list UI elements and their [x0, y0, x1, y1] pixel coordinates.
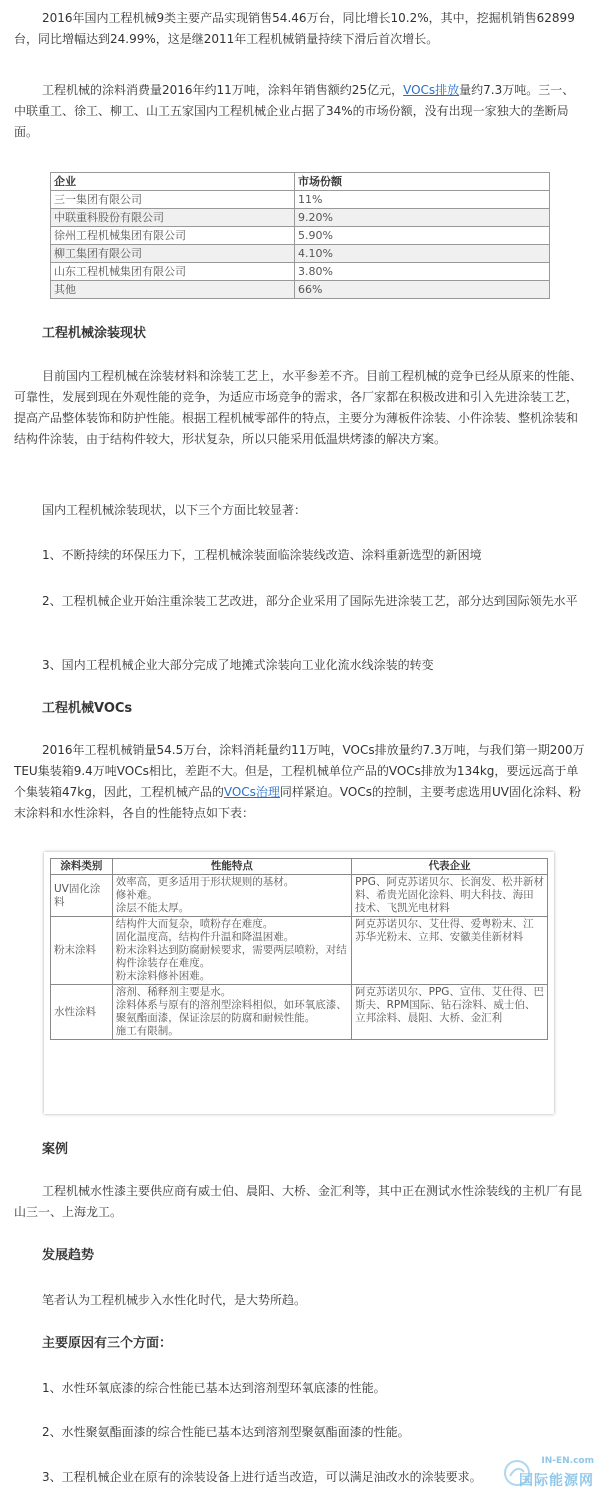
- status-paragraph-1: [14, 366, 586, 450]
- table-row: [51, 985, 548, 1040]
- reason-item-3: [14, 1467, 586, 1488]
- trend-p1-text: 笔者认为工程机械步入水性化时代，是大势所趋。: [42, 1293, 307, 1307]
- feature-line: 结构件大而复杂，喷粉存在难度。: [115, 918, 274, 930]
- table-header-cell: 涂料类别: [51, 859, 113, 875]
- reason-item-3-text: 3、工程机械企业在原有的涂装设备上进行适当改造，可以满足油改水的涂装要求。: [42, 1470, 482, 1484]
- watermark-domain: IN-EN.com: [541, 1456, 594, 1466]
- reason-item-1-text: 1、水性环氧底漆的综合性能已基本达到溶剂型环氧底漆的性能。: [42, 1381, 386, 1395]
- intro-p2-text-after: 量约7.3万吨。三一、中联重工、徐工、柳工、山工五家国内工程机械企业占据了34%的市场份额，没有出现一家独大的垄断局面。: [14, 83, 575, 139]
- company-cell: 柳工集团有限公司: [51, 245, 295, 263]
- feature-line: 粉末涂料达到防腐耐候要求，需要两层喷粉，对结构件涂装存在难度。: [115, 944, 347, 969]
- feature-line: 施工有限制。: [115, 1025, 179, 1037]
- status-item-2-text: 2、工程机械企业开始注重涂装工艺改进，部分企业采用了国际先进涂装工艺，部分达到国际领先水平: [42, 594, 578, 608]
- table-row: [51, 263, 550, 281]
- feature-line: 涂料体系与原有的溶剂型涂料相似，如环氧底漆、聚氨酯面漆，保证涂层的防腐和耐候性能。: [115, 999, 347, 1024]
- status-item-1: [14, 545, 586, 566]
- coating-table-image: [44, 852, 554, 1114]
- site-watermark: [502, 1454, 594, 1494]
- table-header-row: [51, 859, 548, 875]
- feature-line: 固化温度高，结构件升温和降温困难。: [115, 931, 295, 943]
- table-row: [51, 191, 550, 209]
- feature-line: 效率高，更多适用于形状规则的基材。: [115, 876, 295, 888]
- watermark-title: 国际能源网: [519, 1473, 594, 1489]
- features-cell: [112, 875, 351, 917]
- vocs-emission-link[interactable]: VOCs排放: [403, 83, 460, 97]
- section-heading-status: 工程机械涂装现状: [42, 326, 147, 341]
- status-paragraph-2: [14, 500, 586, 521]
- companies-cell: 阿克苏诺贝尔、PPG、宣伟、艾仕得、巴斯夫、RPM国际、钻石涂料、威士伯、立邦涂料、晨阳、大桥、金汇利: [352, 985, 548, 1040]
- companies-cell: PPG、阿克苏诺贝尔、长润发、松井新材料、希贵光固化涂料、明大科技、海田技术、飞凯光电材料: [352, 875, 548, 917]
- table-row: [51, 917, 548, 985]
- reason-item-1: [14, 1378, 586, 1399]
- feature-line: 涂层不能太厚。: [115, 902, 190, 914]
- company-cell: 徐州工程机械集团有限公司: [51, 227, 295, 245]
- market-share-table: [50, 172, 550, 299]
- features-cell: [112, 917, 351, 985]
- intro-p2-text: 工程机械的涂料消费量2016年约11万吨，涂料年销售额约25亿元，: [42, 83, 404, 97]
- vocs-p1-text: 2016年工程机械销量54.5万台，涂料消耗量约11万吨，VOCs排放量约7.3万吨，与我们第一期200万TEU集装箱9.4万吨VOCs相比，差距不大。但是，工程机械单位产品的VOCs排放为134kg，要远远高于单个集装箱47kg，因此，工程机械产品的: [14, 743, 585, 799]
- intro-p1-text: 2016年国内工程机械9类主要产品实现销售54.46万台，同比增长10.2%，其中，挖掘机销售62899台，同比增幅达到24.99%，这是继2011年工程机械销量持续下滑后首次增长。: [14, 11, 575, 46]
- table-header-cell: 代表企业: [352, 859, 548, 875]
- section-heading-trend: 发展趋势: [42, 1248, 95, 1263]
- reason-item-2-text: 2、水性聚氨酯面漆的综合性能已基本达到溶剂型聚氨酯面漆的性能。: [42, 1425, 410, 1439]
- status-p1-text: 目前国内工程机械在涂装材料和涂装工艺上，水平参差不齐。目前工程机械的竞争已经从原来的性能、可靠性，发展到现在外观性能的竞争，为适应市场竞争的需求，各厂家都在积极改进和引入先进涂装工艺，提高产品整体装饰和防护性能。根据工程机械零部件的特点，主要分为薄板件涂装、小件涂装、整机涂装和结构件涂装，由于结构件较大，形状复杂，所以只能采用低温烘烤漆的解决方案。: [14, 369, 583, 446]
- vocs-paragraph: [14, 740, 586, 824]
- table-header-cell: 性能特点: [112, 859, 351, 875]
- coating-comparison-table: [50, 858, 548, 1040]
- share-cell: 3.80%: [295, 263, 550, 281]
- section-heading-case: 案例: [42, 1142, 69, 1157]
- table-header-cell: 市场份额: [295, 173, 550, 191]
- feature-line: 溶剂、稀释剂主要是水。: [115, 986, 232, 998]
- status-item-3: [14, 655, 586, 676]
- feature-line: 修补难。: [115, 889, 158, 901]
- section-heading-vocs: 工程机械VOCs: [42, 701, 133, 716]
- trend-paragraph: [14, 1290, 586, 1311]
- share-cell: 11%: [295, 191, 550, 209]
- status-p2-text: 国内工程机械涂装现状，以下三个方面比较显著：: [42, 503, 307, 517]
- intro-paragraph-1: [14, 8, 586, 50]
- coating-type-cell: UV固化涂料: [51, 875, 113, 917]
- section-heading-reasons: 主要原因有三个方面：: [42, 1336, 173, 1351]
- companies-cell: 阿克苏诺贝尔、艾仕得、爱粤粉末、江苏华光粉末、立邦、安徽美佳新材料: [352, 917, 548, 985]
- coating-type-cell: 粉末涂料: [51, 917, 113, 985]
- table-header-row: [51, 173, 550, 191]
- status-item-3-text: 3、国内工程机械企业大部分完成了地摊式涂装向工业化流水线涂装的转变: [42, 658, 434, 672]
- reason-item-2: [14, 1422, 586, 1443]
- feature-line: 粉末涂料修补困难。: [115, 970, 211, 982]
- table-header-cell: 企业: [51, 173, 295, 191]
- status-item-1-text: 1、不断持续的环保压力下，工程机械涂装面临涂装线改造、涂料重新选型的新困境: [42, 548, 482, 562]
- coating-type-cell: 水性涂料: [51, 985, 113, 1040]
- case-p1-text: 工程机械水性漆主要供应商有威士伯、晨阳、大桥、金汇利等，其中正在测试水性涂装线的主机厂有昆山三一、上海龙工。: [14, 1184, 583, 1219]
- vocs-p1-text-after: 同样紧迫。VOCs的控制，主要考虑选用UV固化涂料、粉末涂料和水性涂料，各自的性能特点如下表：: [14, 785, 581, 820]
- company-cell: 三一集团有限公司: [51, 191, 295, 209]
- table-row: [51, 209, 550, 227]
- table-row: [51, 227, 550, 245]
- table-row: [51, 245, 550, 263]
- case-paragraph: [14, 1181, 586, 1223]
- company-cell: 中联重科股份有限公司: [51, 209, 295, 227]
- share-cell: 5.90%: [295, 227, 550, 245]
- status-item-2: [14, 591, 586, 612]
- table-row: [51, 281, 550, 299]
- company-cell: 其他: [51, 281, 295, 299]
- intro-paragraph-2: [14, 80, 586, 143]
- vocs-governance-link[interactable]: VOCs治理: [223, 785, 280, 799]
- table-row: [51, 875, 548, 917]
- features-cell: [112, 985, 351, 1040]
- share-cell: 9.20%: [295, 209, 550, 227]
- share-cell: 4.10%: [295, 245, 550, 263]
- company-cell: 山东工程机械集团有限公司: [51, 263, 295, 281]
- share-cell: 66%: [295, 281, 550, 299]
